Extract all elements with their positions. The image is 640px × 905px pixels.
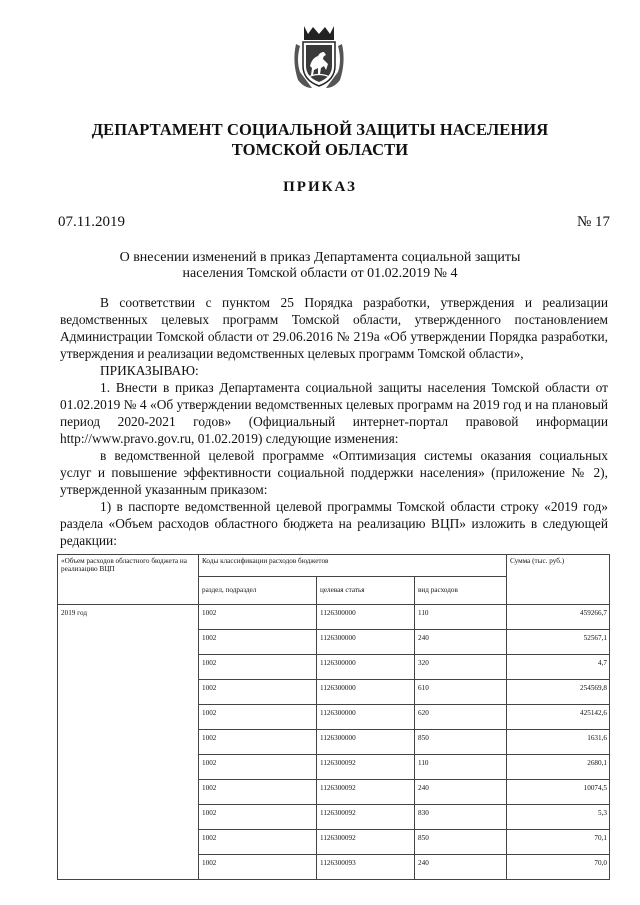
subheader-section: раздел, подраздел: [199, 577, 317, 605]
preamble-paragraph: В соответствии с пунктом 25 Порядка разработки, утверждения и реализации ведомственных целевых программ Томской области, утвержденного постановлением Администрации Томской области от 29.06.2016 № 219а «Об утверждении Порядка разработки, утверждения и реализации ведомственных целевых программ Томской области»,: [60, 295, 608, 361]
target-cell: 1126300000: [317, 730, 415, 755]
sum-cell: 4,7: [507, 655, 610, 680]
year-cell: 2019 год: [58, 605, 199, 880]
table-body: [58, 605, 610, 880]
header-sum: Сумма (тыс. руб.): [507, 555, 610, 605]
type-cell: 240: [415, 855, 507, 880]
section-cell: 1002: [199, 805, 317, 830]
target-cell: 1126300000: [317, 605, 415, 630]
subheader-type: вид расходов: [415, 577, 507, 605]
sum-cell: 70,0: [507, 855, 610, 880]
sum-cell: 254569,8: [507, 680, 610, 705]
sum-cell: 10074,5: [507, 780, 610, 805]
type-cell: 240: [415, 630, 507, 655]
document-type: ПРИКАЗ: [283, 179, 357, 195]
sum-cell: 2680,1: [507, 755, 610, 780]
target-cell: 1126300000: [317, 655, 415, 680]
sum-cell: 1631,6: [507, 730, 610, 755]
order-directive: ПРИКАЗЫВАЮ:: [100, 363, 199, 378]
type-cell: 850: [415, 830, 507, 855]
sum-cell: 459266,7: [507, 605, 610, 630]
tomsk-coat-of-arms-icon: [290, 22, 348, 92]
target-cell: 1126300092: [317, 780, 415, 805]
section-cell: 1002: [199, 780, 317, 805]
type-cell: 320: [415, 655, 507, 680]
target-cell: 1126300092: [317, 805, 415, 830]
document-date: 07.11.2019: [58, 214, 125, 230]
type-cell: 110: [415, 605, 507, 630]
target-cell: 1126300093: [317, 855, 415, 880]
section-cell: 1002: [199, 705, 317, 730]
type-cell: 850: [415, 730, 507, 755]
section-cell: 1002: [199, 855, 317, 880]
department-name-line1: ДЕПАРТАМЕНТ СОЦИАЛЬНОЙ ЗАЩИТЫ НАСЕЛЕНИЯ: [91, 120, 549, 139]
department-name-line2: ТОМСКОЙ ОБЛАСТИ: [231, 140, 409, 159]
header-codes: Коды классификации расходов бюджетов: [199, 555, 507, 577]
type-cell: 240: [415, 780, 507, 805]
subject-line2: населения Томской области от 01.02.2019 № 4: [182, 266, 458, 281]
target-cell: 1126300000: [317, 705, 415, 730]
target-cell: 1126300000: [317, 680, 415, 705]
sum-cell: 70,1: [507, 830, 610, 855]
amendment-paragraph-3: 1) в паспорте ведомственной целевой программы Томской области строку «2019 год» раздела «Объем расходов областного бюджета на реализацию ВЦП» изложить в следующей редакции:: [60, 499, 608, 548]
order-body: [60, 294, 608, 549]
section-cell: 1002: [199, 630, 317, 655]
section-cell: 1002: [199, 605, 317, 630]
header-volume: «Объем расходов областного бюджета на реализацию ВЦП: [58, 555, 199, 605]
type-cell: 110: [415, 755, 507, 780]
target-cell: 1126300092: [317, 755, 415, 780]
section-cell: 1002: [199, 830, 317, 855]
type-cell: 830: [415, 805, 507, 830]
target-cell: 1126300000: [317, 630, 415, 655]
section-cell: 1002: [199, 680, 317, 705]
document-number: № 17: [576, 214, 610, 230]
type-cell: 610: [415, 680, 507, 705]
section-cell: 1002: [199, 755, 317, 780]
table-header-row: [58, 555, 610, 577]
sum-cell: 5,3: [507, 805, 610, 830]
budget-table: [57, 554, 610, 880]
sum-cell: 52567,1: [507, 630, 610, 655]
subheader-target: целевая статья: [317, 577, 415, 605]
table-row: [58, 605, 610, 630]
section-cell: 1002: [199, 655, 317, 680]
target-cell: 1126300092: [317, 830, 415, 855]
subject-line1: О внесении изменений в приказ Департамента социальной защиты: [119, 250, 521, 265]
amendment-paragraph-2: в ведомственной целевой программе «Оптимизация системы оказания социальных услуг и повышение эффективности социальной поддержки населения» (приложение № 2), утвержденной указанным приказом:: [60, 448, 608, 497]
amendment-paragraph-1: 1. Внести в приказ Департамента социальной защиты населения Томской области от 01.02.2019 № 4 «Об утверждении ведомственных целевых программ на 2019 год и на плановый период 2020-2021 годов» (Официальный интернет-портал правовой информации http://www.pravo.gov.ru, 01.02.2019) следующие изменения:: [60, 380, 608, 446]
sum-cell: 425142,6: [507, 705, 610, 730]
section-cell: 1002: [199, 730, 317, 755]
type-cell: 620: [415, 705, 507, 730]
